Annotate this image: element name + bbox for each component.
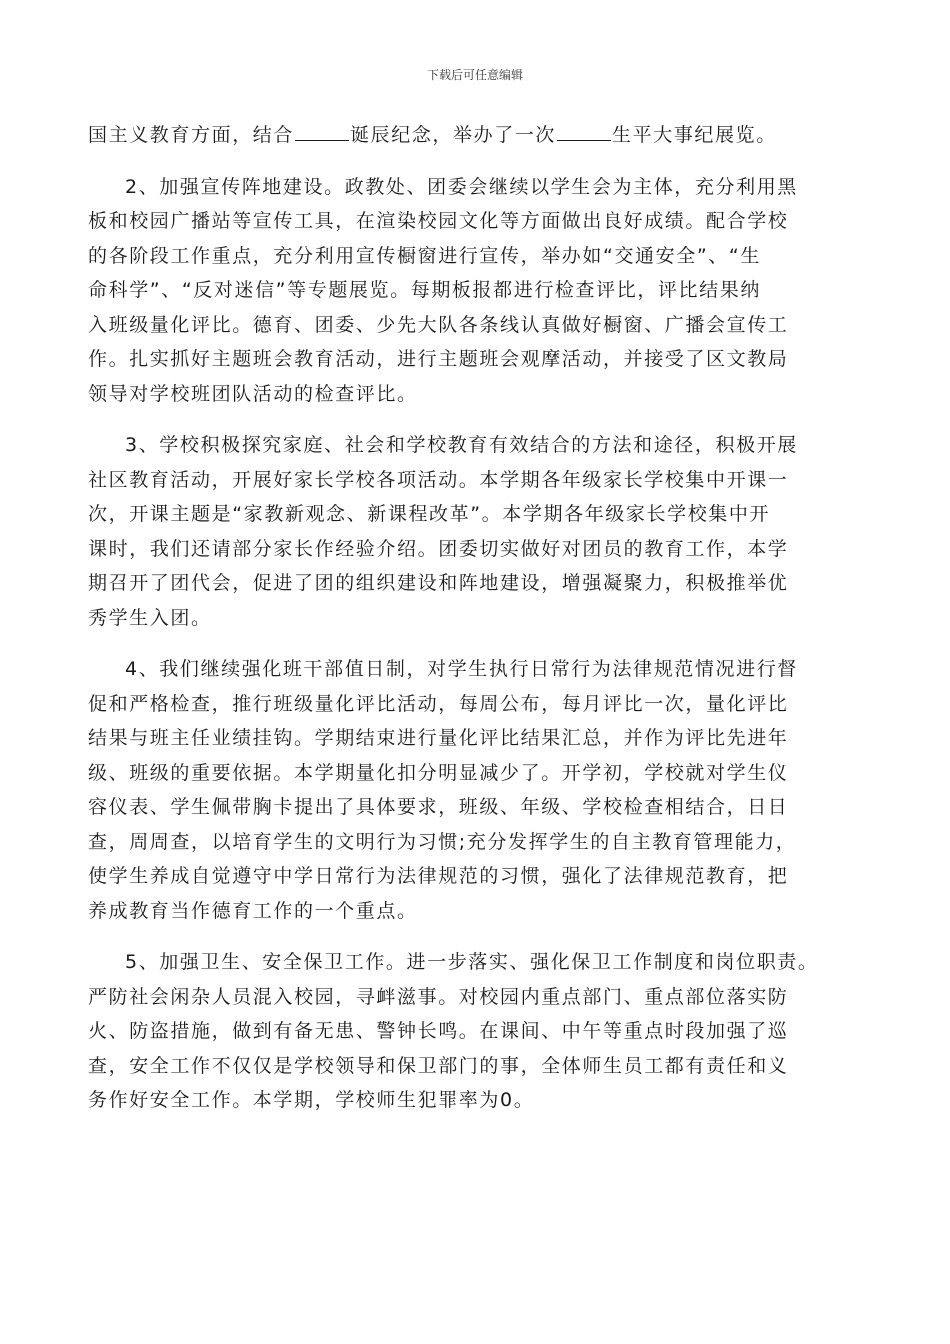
text-line: 3、学校积极探究家庭、社会和学校教育有效结合的方法和途径，积极开展 (125, 434, 798, 456)
text-line: 严防社会闲杂人员混入校园，寻衅滋事。对校园内重点部门、重点部位落实防 (88, 985, 789, 1008)
text-line: 板和校园广播站等宣传工具，在渲染校园文化等方面做出良好成绩。配合学校 (88, 210, 789, 232)
text-line: 4、我们继续强化班干部值日制，对学生执行日常行为法律规范情况进行督 (125, 658, 798, 680)
text-line: 期召开了团代会，促进了团的组织建设和阵地建设，增强凝聚力，积极推举优 (88, 572, 789, 594)
paragraph (88, 652, 878, 928)
document-body (88, 118, 878, 1135)
text-line: 2、加强宣传阵地建设。政教处、团委会继续以学生会为主体，充分利用黑 (125, 175, 798, 198)
text-line: 作。扎实抓好主题班会教育活动，进行主题班会观摩活动，并接受了区文教局 (88, 348, 789, 370)
text-line: 命科学”、“反对迷信”等专题展览。每期板报都进行检查评比，评比结果纳 (88, 279, 761, 301)
text-line: 容仪表、学生佩带胸卡提出了具体要求，班级、年级、学校检查相结合，日日 (88, 796, 789, 818)
text-line: 课时，我们还请部分家长作经验介绍。团委切实做好对团员的教育工作，本学 (88, 537, 789, 560)
text-line: 5、加强卫生、安全保卫工作。进一步落实、强化保卫工作制度和岗位职责。 (125, 951, 819, 973)
text-line: 养成教育当作德育工作的一个重点。 (88, 899, 418, 922)
text-fragment: 诞辰纪念，举办了一次 (350, 124, 557, 146)
text-line: 火、防盗措施，做到有备无患、警钟长鸣。在课间、中午等重点时段加强了巡 (88, 1020, 789, 1042)
text-line (88, 118, 878, 153)
text-line: 的各阶段工作重点，充分利用宣传橱窗进行宣传，举办如“交通安全”、“生 (88, 244, 761, 267)
text-line: 结果与班主任业绩挂钩。学期结束进行量化评比结果汇总，并作为评比先进年 (88, 727, 789, 749)
text-line: 入班级量化评比。德育、团委、少先大队各条线认真做好橱窗、广播会宣传工 (88, 313, 789, 336)
text-line: 促和严格检查，推行班级量化评比活动，每周公布，每月评比一次，量化评比 (88, 692, 789, 715)
text-fragment: 国主义教育方面，结合 (88, 124, 295, 146)
text-fragment: 生平大事纪展览。 (612, 124, 777, 146)
text-line: 查，周周查，以培育学生的文明行为习惯;充分发挥学生的自主教育管理能力， (88, 830, 797, 853)
text-line: 查，安全工作不仅仅是学校领导和保卫部门的事，全体师生员工都有责任和义 (88, 1054, 789, 1077)
text-line: 次，开课主题是“家教新观念、新课程改革”。本学期各年级家长学校集中开 (88, 503, 771, 525)
text-line: 秀学生入团。 (88, 606, 212, 629)
page-header: 下载后可任意编辑 (426, 68, 523, 82)
paragraph (88, 118, 878, 153)
paragraph (88, 170, 878, 412)
paragraph (88, 945, 878, 1118)
text-line: 社区教育活动，开展好家长学校各项活动。本学期各年级家长学校集中开课一 (88, 468, 789, 491)
text-line: 级、班级的重要依据。本学期量化扣分明显减少了。开学初，学校就对学生仪 (88, 761, 789, 784)
text-line: 领导对学校班团队活动的检查评比。 (88, 382, 418, 405)
fill-blank (295, 122, 349, 141)
text-line: 务作好安全工作。本学期，学校师生犯罪率为0。 (88, 1089, 535, 1111)
text-line: 使学生养成自觉遵守中学日常行为法律规范的习惯，强化了法律规范教育，把 (88, 865, 789, 887)
fill-blank (557, 122, 611, 141)
paragraph (88, 428, 878, 635)
